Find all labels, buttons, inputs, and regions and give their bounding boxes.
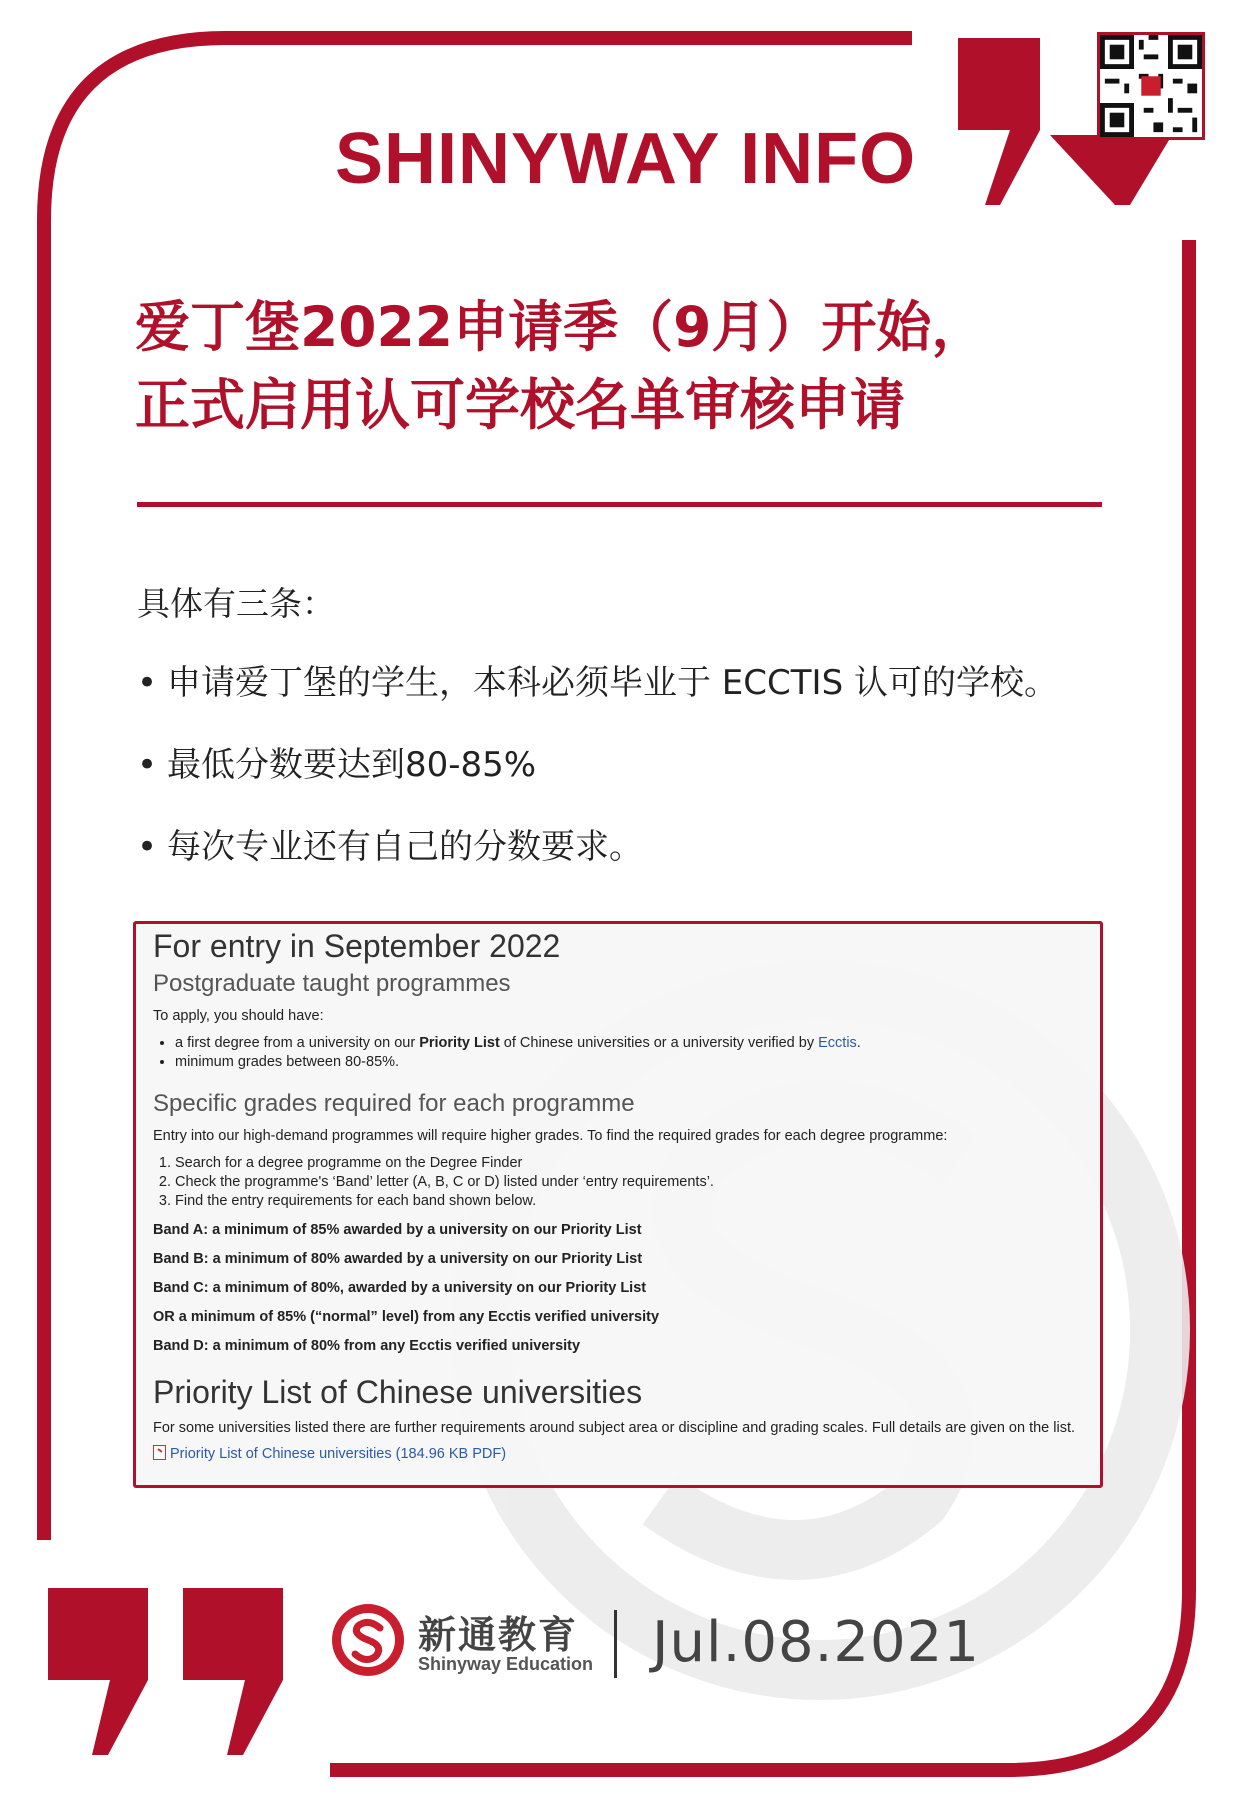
- band-c: Band C: a minimum of 80%, awarded by a university on our Priority List: [153, 1280, 647, 1296]
- bullet-item: • 最低分数要达到80-85%: [137, 742, 1117, 824]
- step-item: 3. Find the entry requirements for each band shown below.: [175, 1192, 1083, 1211]
- band-c-alt: OR a minimum of 85% (“normal” level) from any Ecctis verified university: [153, 1309, 660, 1325]
- grades-heading: Specific grades required for each programme: [153, 1090, 635, 1117]
- intro-text: 具体有三条：: [137, 584, 335, 623]
- priority-link-row: [153, 1444, 1083, 1464]
- card-subtitle: Postgraduate taught programmes: [153, 970, 511, 997]
- ecctis-link[interactable]: Ecctis: [818, 1035, 857, 1051]
- requirement-item: • minimum grades between 80-85%.: [175, 1053, 1083, 1072]
- bullet-item: • 申请爱丁堡的学生，本科必须毕业于 ECCTIS 认可的学校。: [137, 660, 1117, 742]
- card-title: For entry in September 2022: [153, 928, 561, 964]
- priority-heading: Priority List of Chinese universities: [153, 1374, 643, 1410]
- headline-line-2: 正式启用认可学校名单审核申请: [135, 373, 906, 437]
- band-a: Band A: a minimum of 85% awarded by a university on our Priority List: [153, 1222, 642, 1238]
- divider: [137, 502, 1102, 507]
- step-item: 2. Check the programme's ‘Band’ letter (A, B, C or D) listed under ‘entry requirements’.: [175, 1173, 1083, 1192]
- step-item: 1. Search for a degree programme on the Degree Finder: [175, 1154, 1083, 1173]
- priority-pdf-link[interactable]: Priority List of Chinese universities (184.96 KB PDF): [170, 1446, 507, 1462]
- priority-list-bold: Priority List: [419, 1035, 500, 1051]
- band-b: Band B: a minimum of 80% awarded by a university on our Priority List: [153, 1251, 643, 1267]
- headline-line-1: 爱丁堡2022申请季（9月）开始，: [135, 295, 987, 359]
- pdf-icon: [153, 1445, 166, 1460]
- steps-list: [153, 1154, 1083, 1211]
- headline: [135, 288, 1035, 444]
- apply-intro: To apply, you should have:: [153, 1008, 324, 1024]
- requirement-item: [175, 1034, 1083, 1053]
- logo-chinese: 新通教育: [418, 1613, 579, 1657]
- band-d: Band D: a minimum of 80% from any Ecctis verified university: [153, 1338, 581, 1354]
- shinyway-logo-icon: [328, 1600, 408, 1680]
- qr-pattern: [1100, 35, 1202, 137]
- req-text: .: [856, 1035, 861, 1051]
- priority-text: For some universities listed there are further requirements around subject area or discipline and grading scales. Full details are given on the list.: [153, 1420, 1076, 1436]
- req-text: a first degree from a university on our: [175, 1035, 420, 1051]
- publish-date: Jul.08.2021: [652, 1610, 980, 1675]
- grades-intro: Entry into our high-demand programmes will require higher grades. To find the required grades for each degree programme:: [153, 1128, 948, 1144]
- entry-requirements-screenshot: [133, 921, 1103, 1488]
- requirements-list: [153, 1034, 1083, 1072]
- qr-code: [1097, 32, 1205, 140]
- logo-english: Shinyway Education: [418, 1654, 594, 1674]
- req-text: of Chinese universities or a university verified by: [499, 1035, 819, 1051]
- bullet-list: [137, 660, 1117, 906]
- bullet-item: • 每次专业还有自己的分数要求。: [137, 824, 1117, 906]
- brand-title: SHINYWAY INFO: [335, 119, 917, 199]
- footer-separator: [614, 1610, 617, 1678]
